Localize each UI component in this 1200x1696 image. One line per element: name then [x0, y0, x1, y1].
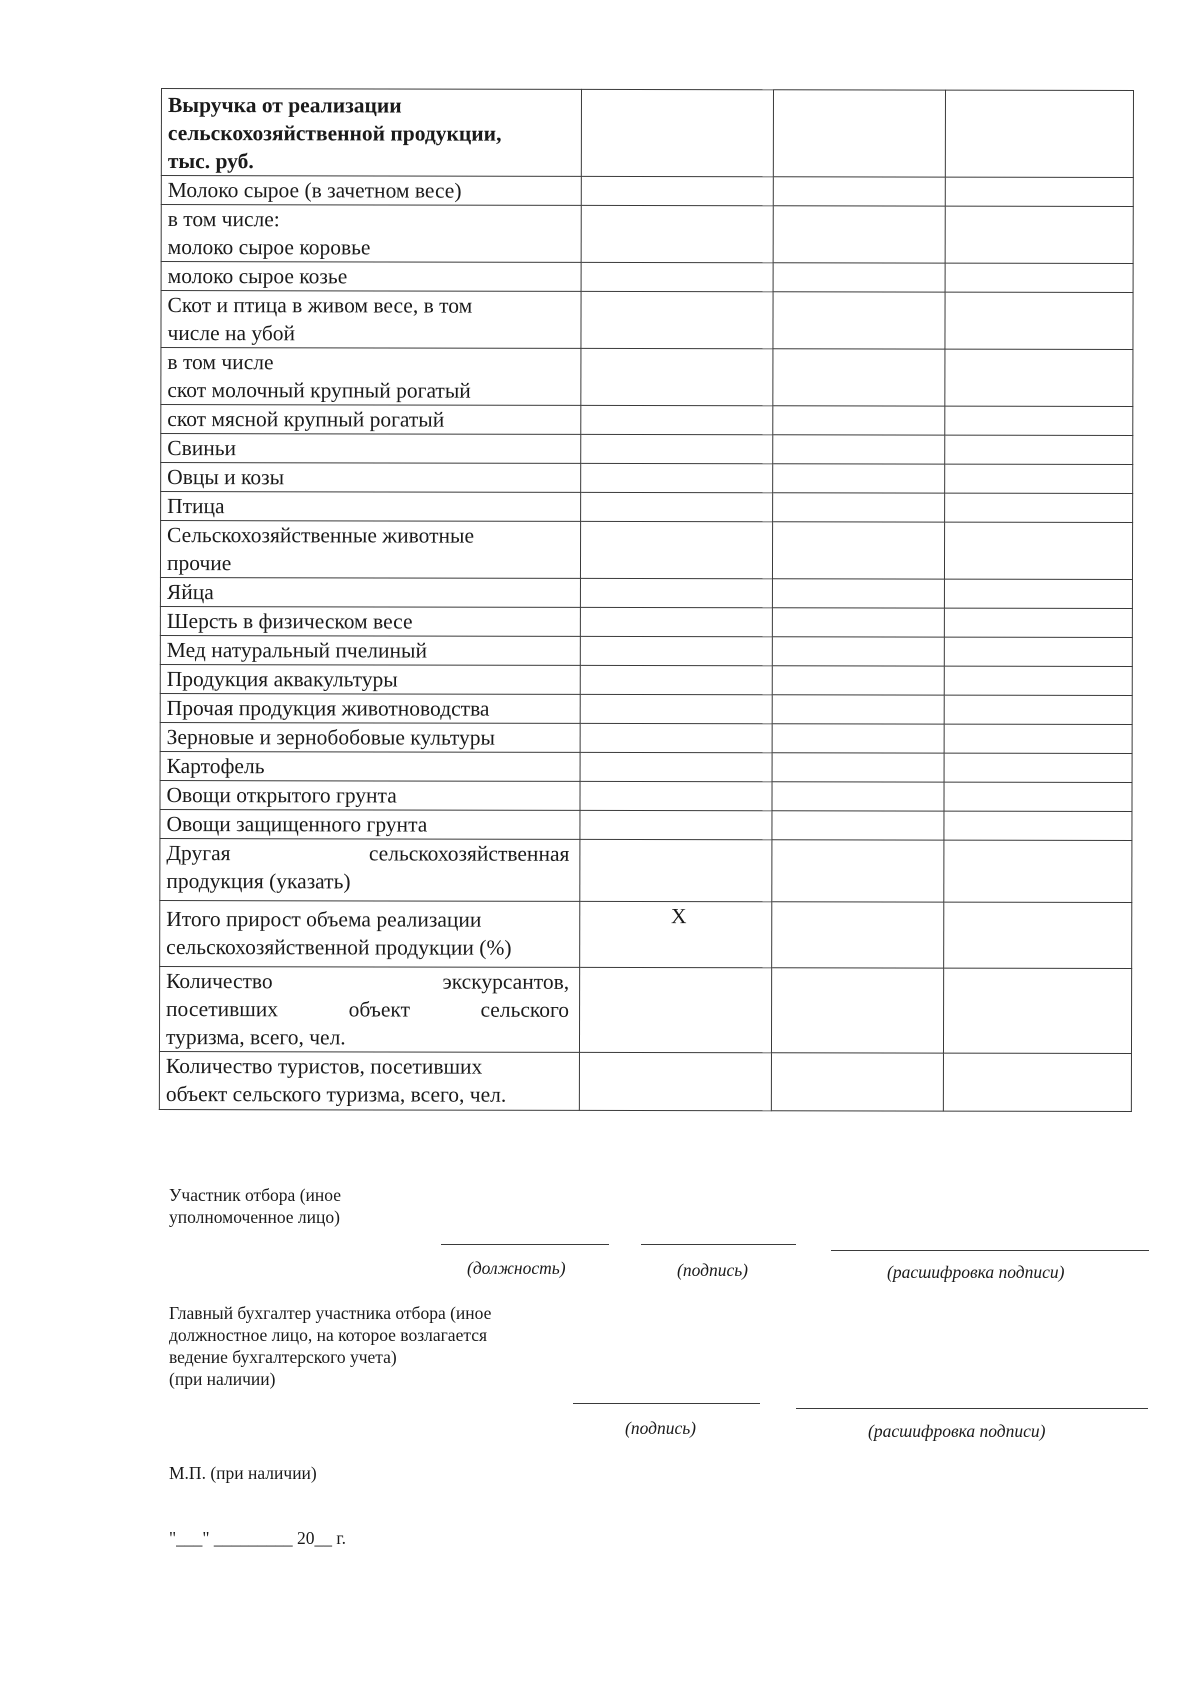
table-row	[160, 606, 1132, 637]
row-label-word: Другая	[166, 841, 231, 866]
date-field[interactable]: "___" _________ 20__ г.	[169, 1528, 346, 1548]
table-row	[161, 348, 1133, 407]
position-caption: (должность)	[467, 1258, 566, 1278]
row-label: Количество туристов, посетивших объект сельского туризма, всего, чел.	[159, 1051, 579, 1110]
table-row	[161, 434, 1133, 465]
value-cell[interactable]	[945, 90, 1133, 177]
table-row	[161, 463, 1133, 494]
signature-caption: (подпись)	[677, 1260, 749, 1280]
row-label: в том числе скот молочный крупный рогатый	[161, 348, 581, 406]
position-line[interactable]	[441, 1244, 609, 1245]
row-label: Овцы и козы	[161, 463, 581, 493]
signature-decoding-line[interactable]	[831, 1250, 1149, 1251]
row-label: Шерсть в физическом весе	[160, 606, 580, 636]
value-cell[interactable]	[944, 902, 1132, 968]
value-cell[interactable]	[945, 406, 1133, 435]
value-cell[interactable]	[944, 782, 1132, 811]
justified-line	[166, 839, 579, 868]
row-label: Картофель	[160, 751, 580, 781]
participant-label: Участник отбора (иное уполномоченное лицо)	[169, 1185, 341, 1227]
table-row	[160, 722, 1132, 753]
value-cell[interactable]	[580, 521, 772, 578]
row-label: Прочая продукция животноводства	[160, 693, 580, 723]
value-cell[interactable]	[944, 753, 1132, 782]
row-label: Зерновые и зернобобовые культуры	[160, 722, 580, 752]
value-cell[interactable]	[772, 522, 944, 579]
value-cell[interactable]	[944, 579, 1132, 608]
row-label-word: сельскохозяйственная	[368, 841, 570, 866]
value-cell[interactable]	[580, 636, 772, 665]
signature-line[interactable]	[641, 1244, 796, 1245]
value-cell[interactable]	[773, 349, 945, 406]
row-label-line	[166, 995, 579, 1024]
accountant-label: Главный бухгалтер участника отбора (иное должностное лицо, на которое возлагается ведение бухгалтерского учета) (при наличии)	[169, 1303, 492, 1389]
value-cell[interactable]	[581, 262, 773, 291]
table-row	[159, 1051, 1131, 1111]
value-cell[interactable]	[581, 463, 773, 492]
table-row	[160, 900, 1132, 968]
row-label: Продукция аквакультуры	[160, 664, 580, 694]
table-row	[161, 492, 1133, 523]
value-cell[interactable]	[943, 1053, 1131, 1111]
table-row	[161, 405, 1133, 436]
row-label: скот мясной крупный рогатый	[161, 405, 581, 435]
value-cell[interactable]	[580, 810, 772, 839]
accountant-signature-caption: (подпись)	[625, 1418, 697, 1438]
value-cell[interactable]	[944, 666, 1132, 695]
value-cell[interactable]	[581, 348, 773, 405]
value-cell[interactable]	[580, 839, 772, 901]
value-cell[interactable]	[580, 694, 772, 723]
value-cell[interactable]	[581, 434, 773, 463]
table-header-label	[161, 89, 581, 177]
table-row	[161, 291, 1133, 350]
row-label: Птица	[161, 492, 581, 522]
value-cell[interactable]	[773, 263, 945, 292]
table-row	[160, 809, 1132, 840]
value-cell[interactable]	[945, 292, 1133, 349]
table-row	[160, 664, 1132, 695]
row-label: Свиньи	[161, 434, 581, 464]
value-cell[interactable]	[580, 781, 772, 810]
row-label-line-text: посетивших объект сельского	[166, 997, 570, 1022]
value-cell[interactable]	[772, 840, 944, 902]
value-cell[interactable]	[945, 177, 1133, 206]
not-applicable-mark: X	[580, 901, 772, 967]
value-cell[interactable]	[581, 205, 773, 262]
table-row	[161, 176, 1133, 207]
value-cell[interactable]	[772, 724, 944, 753]
value-cell[interactable]	[581, 176, 773, 205]
row-label-line	[166, 967, 579, 996]
value-cell[interactable]	[944, 637, 1132, 666]
value-cell[interactable]	[772, 782, 944, 811]
row-label	[160, 838, 580, 901]
row-label: Мед натуральный пчелиный	[160, 635, 580, 665]
value-cell[interactable]	[581, 492, 773, 521]
row-label: Овощи открытого грунта	[160, 780, 580, 810]
value-cell[interactable]	[773, 177, 945, 206]
value-cell[interactable]	[773, 90, 945, 177]
header-text: Выручка от реализации сельскохозяйственной продукции, тыс. руб.	[167, 93, 502, 174]
value-cell[interactable]	[944, 724, 1132, 753]
table-row	[160, 521, 1132, 580]
accountant-decoding-line[interactable]	[796, 1408, 1148, 1409]
table-row	[161, 262, 1133, 293]
row-label: Скот и птица в живом весе, в том числе на убой	[161, 291, 581, 349]
value-cell[interactable]	[772, 902, 944, 968]
table-row	[160, 780, 1132, 811]
value-cell[interactable]	[580, 578, 772, 607]
table-row	[160, 578, 1132, 609]
value-cell[interactable]	[773, 464, 945, 493]
table-row	[160, 751, 1132, 782]
table-row	[159, 966, 1131, 1053]
value-cell[interactable]	[772, 579, 944, 608]
value-cell[interactable]	[945, 206, 1133, 263]
value-cell[interactable]	[773, 406, 945, 435]
value-cell[interactable]	[945, 493, 1133, 522]
row-label-line: туризма, всего, чел.	[165, 1025, 346, 1050]
row-label-line: продукция (указать)	[166, 869, 351, 894]
value-cell[interactable]	[581, 291, 773, 348]
decoding-caption: (расшифровка подписи)	[887, 1262, 1065, 1282]
value-cell[interactable]	[579, 967, 771, 1052]
value-cell[interactable]	[945, 349, 1133, 406]
value-cell[interactable]	[943, 968, 1131, 1053]
value-cell[interactable]	[944, 695, 1132, 724]
value-cell[interactable]	[580, 752, 772, 781]
table-row	[160, 838, 1132, 902]
value-cell[interactable]	[772, 811, 944, 840]
accountant-decoding-caption: (расшифровка подписи)	[868, 1421, 1046, 1441]
value-cell[interactable]	[944, 522, 1132, 579]
value-cell[interactable]	[945, 435, 1133, 464]
row-label: в том числе: молоко сырое коровье	[161, 205, 581, 263]
value-cell[interactable]	[581, 405, 773, 434]
value-cell[interactable]	[580, 665, 772, 694]
value-cell[interactable]	[945, 464, 1133, 493]
row-label: Яйца	[160, 578, 580, 608]
row-label: Итого прирост объема реализации сельскохозяйственной продукции (%)	[160, 900, 580, 967]
value-cell[interactable]	[772, 637, 944, 666]
table-header-row	[161, 89, 1133, 178]
row-label	[159, 966, 579, 1052]
table-row	[160, 693, 1132, 724]
value-cell[interactable]	[581, 89, 773, 176]
table-row	[161, 205, 1133, 264]
value-cell[interactable]	[580, 723, 772, 752]
value-cell[interactable]	[773, 292, 945, 349]
value-cell[interactable]	[579, 1052, 771, 1110]
stamp-label: М.П. (при наличии)	[169, 1463, 317, 1483]
row-label: Овощи защищенного грунта	[160, 809, 580, 839]
row-label-line-text: Количество экскурсантов,	[166, 969, 570, 994]
value-cell[interactable]	[771, 1053, 943, 1111]
value-cell[interactable]	[772, 666, 944, 695]
value-cell[interactable]	[944, 811, 1132, 840]
revenue-table	[159, 88, 1134, 1112]
value-cell[interactable]	[773, 493, 945, 522]
value-cell[interactable]	[945, 263, 1133, 292]
table-row	[160, 635, 1132, 666]
value-cell[interactable]	[944, 840, 1132, 902]
value-cell[interactable]	[771, 968, 943, 1053]
row-label: Сельскохозяйственные животные прочие	[160, 521, 580, 579]
row-label: молоко сырое козье	[161, 262, 581, 292]
value-cell[interactable]	[772, 695, 944, 724]
value-cell[interactable]	[773, 435, 945, 464]
value-cell[interactable]	[772, 753, 944, 782]
value-cell[interactable]	[944, 608, 1132, 637]
value-cell[interactable]	[772, 608, 944, 637]
row-label: Молоко сырое (в зачетном весе)	[161, 176, 581, 206]
value-cell[interactable]	[773, 206, 945, 263]
accountant-signature-line[interactable]	[573, 1403, 760, 1404]
value-cell[interactable]	[580, 607, 772, 636]
